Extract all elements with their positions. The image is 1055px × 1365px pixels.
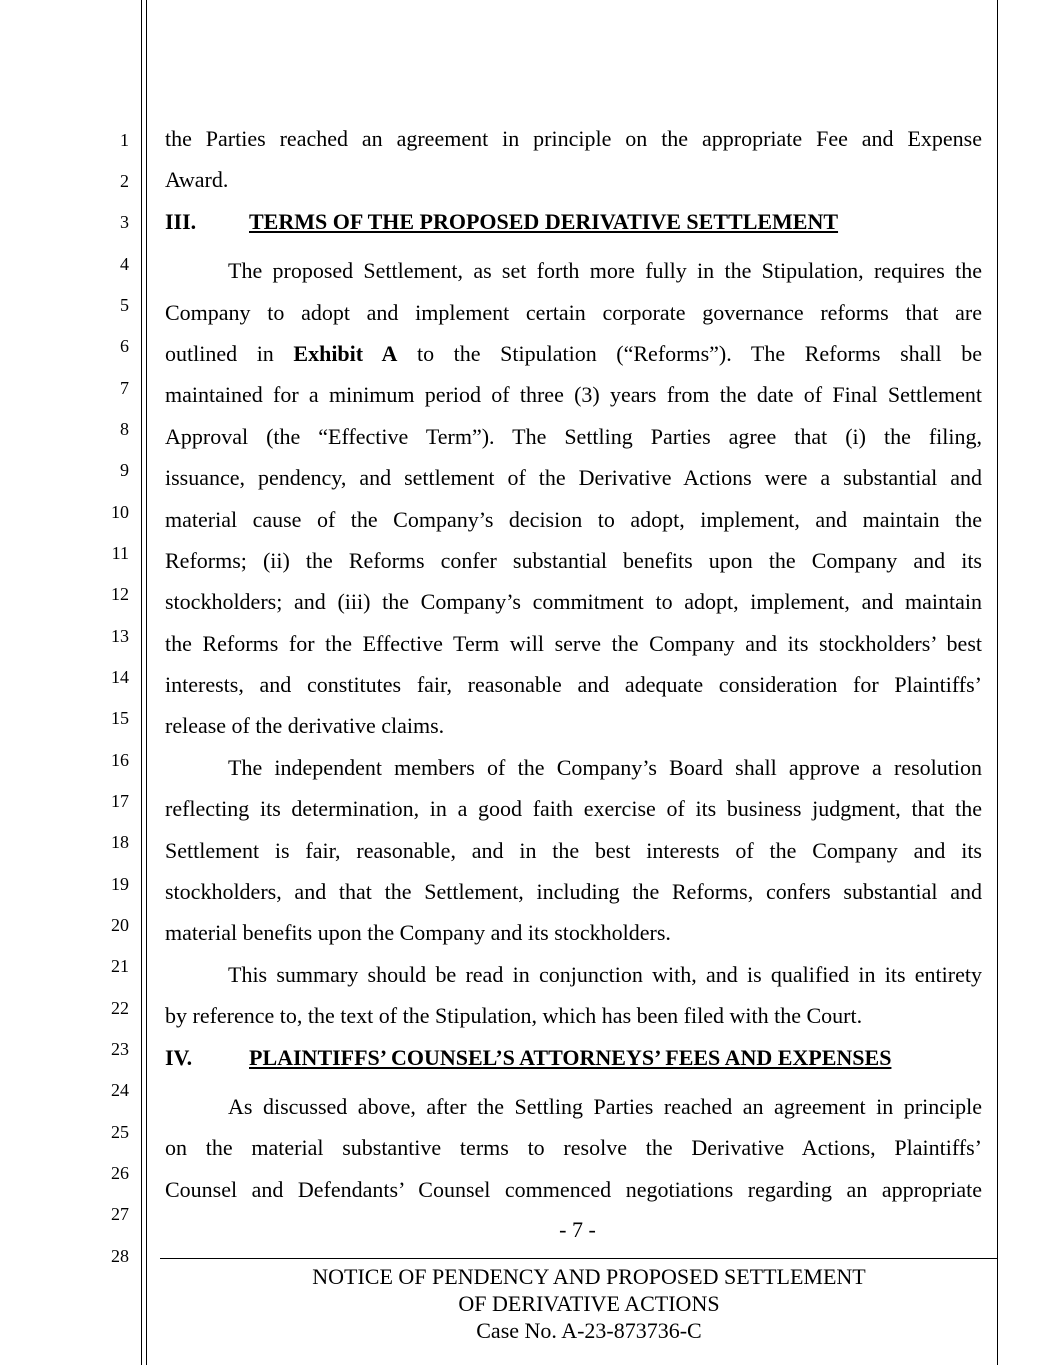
line-number: 9 (120, 460, 129, 480)
text-line: material cause of the Company’s decision to adopt, implement, and maintain the (165, 506, 982, 532)
text-line: Award. (165, 167, 229, 193)
text-line: The independent members of the Company’s Board shall approve a resolution (228, 754, 982, 780)
line-number: 24 (111, 1080, 129, 1100)
footer-title-line1: NOTICE OF PENDENCY AND PROPOSED SETTLEMENT (312, 1264, 866, 1289)
line-number: 23 (111, 1039, 129, 1059)
section-heading-iii (165, 201, 982, 242)
text-line: on the material substantive terms to resolve the Derivative Actions, Plaintiffs’ (165, 1135, 982, 1161)
text-line: This summary should be read in conjunction with, and is qualified in its entirety (228, 961, 982, 987)
line-number: 17 (111, 791, 129, 811)
text-line: the Parties reached an agreement in principle on the appropriate Fee and Expense (165, 126, 982, 151)
line-number: 25 (111, 1122, 129, 1142)
footer-divider (160, 1258, 997, 1259)
line-numbers (0, 0, 135, 1365)
text-line: Approval (the “Effective Term”). The Settling Parties agree that (i) the filing, (165, 423, 982, 449)
line-number: 26 (111, 1163, 129, 1183)
text-line: the Reforms for the Effective Term will serve the Company and its stockholders’ best (165, 630, 982, 656)
text-line: issuance, pendency, and settlement of the Derivative Actions were a substantial and (165, 465, 982, 491)
line-number: 27 (111, 1204, 129, 1224)
text-line: maintained for a minimum period of three (3) years from the date of Final Settlement (165, 382, 982, 408)
line-number: 10 (111, 502, 129, 522)
text-line: Counsel and Defendants’ Counsel commenced negotiations regarding an appropriate (165, 1176, 982, 1202)
text-line: stockholders; and (iii) the Company’s commitment to adopt, implement, and maintain (165, 589, 982, 615)
section-title: PLAINTIFFS’ COUNSEL’S ATTORNEYS’ FEES AND EXPENSES (249, 1044, 892, 1070)
line-number: 3 (120, 212, 129, 232)
line-number: 5 (120, 295, 129, 315)
footer-title-line2: OF DERIVATIVE ACTIONS (458, 1291, 720, 1316)
text-line: The proposed Settlement, as set forth more fully in the Stipulation, requires the (228, 258, 982, 284)
line-number: 15 (111, 708, 129, 728)
text-line: by reference to, the text of the Stipulation, which has been filed with the Court. (165, 1003, 863, 1029)
line-number: 19 (111, 874, 129, 894)
document-body (165, 118, 982, 1210)
text-line: Company to adopt and implement certain corporate governance reforms that are (165, 299, 982, 325)
footer (160, 1263, 1018, 1344)
text-line: interests, and constitutes fair, reasonable and adequate consideration for Plaintiffs’ (165, 672, 982, 698)
line-number: 18 (111, 832, 129, 852)
line-number: 6 (120, 336, 129, 356)
line-number: 12 (111, 584, 129, 604)
text-line: material benefits upon the Company and its stockholders. (165, 920, 671, 946)
left-margin-rule-outer (141, 0, 142, 1365)
text-line-exhibit (165, 333, 982, 374)
line-number: 13 (111, 626, 129, 646)
text-line: Reforms; (ii) the Reforms confer substantial benefits upon the Company and its (165, 547, 982, 573)
line-number: 20 (111, 915, 129, 935)
text-line: As discussed above, after the Settling Parties reached an agreement in principle (228, 1093, 982, 1119)
line-number: 28 (111, 1246, 129, 1266)
text-fragment: outlined in (165, 340, 294, 366)
line-number: 11 (111, 543, 129, 563)
footer-case-number: Case No. A-23-873736-C (476, 1318, 702, 1343)
text-line: Settlement is fair, reasonable, and in the best interests of the Company and its (165, 837, 982, 863)
section-number: III. (165, 208, 197, 234)
line-number: 2 (120, 171, 129, 191)
page-number: - 7 - (559, 1217, 596, 1242)
text-line: release of the derivative claims. (165, 713, 445, 739)
right-margin-rule (997, 0, 998, 1365)
section-number: IV. (165, 1044, 193, 1070)
exhibit-reference: Exhibit A (293, 340, 398, 366)
left-margin-rule-inner (146, 0, 147, 1365)
section-title: TERMS OF THE PROPOSED DERIVATIVE SETTLEMENT (249, 208, 839, 234)
line-number: 4 (120, 254, 129, 274)
text-line: reflecting its determination, in a good faith exercise of its business judgment, that the (165, 796, 982, 822)
line-number: 14 (111, 667, 129, 687)
line-number: 1 (120, 130, 129, 150)
line-number: 22 (111, 998, 129, 1018)
line-number: 21 (111, 956, 129, 976)
line-number: 8 (120, 419, 129, 439)
line-number: 16 (111, 750, 129, 770)
line-number: 7 (120, 378, 129, 398)
section-heading-iv (165, 1037, 982, 1078)
text-fragment: to the Stipulation (“Reforms”). The Reforms shall be (397, 340, 982, 366)
text-line: stockholders, and that the Settlement, including the Reforms, confers substantial and (165, 879, 982, 905)
